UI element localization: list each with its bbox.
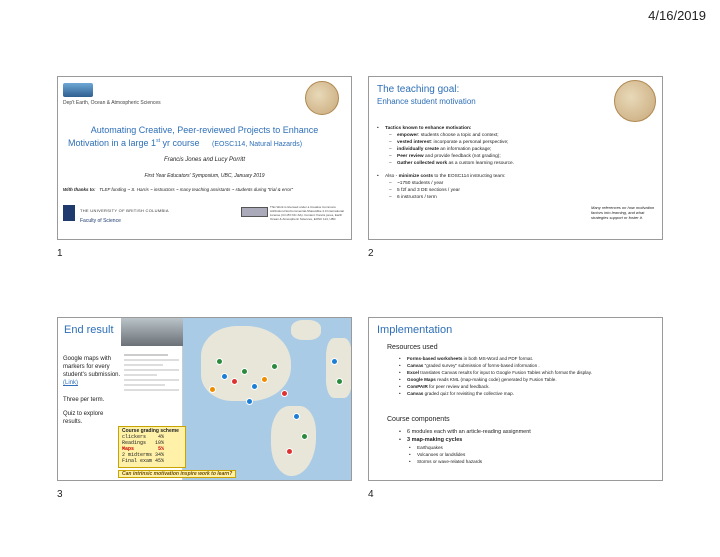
slide1-title-line2: Motivation in a large 1st yr course (EOSC114, Natural Hazards)	[68, 138, 303, 148]
resources-list: • Forms-based worksheets in both MS-Word and PDF format. • Canvas "graded survey" submission of forms-based information . • Excel translates Canvas results for input to Google Fusion Tables which format the display. • Google Maps reads KML (map-making code) generated by Fusion Table. • ComPAIR for peer review and feedback. • Canvas graded quiz for revisiting the collective map.	[399, 355, 661, 397]
slide-number-2: 2	[368, 248, 374, 259]
world-logo	[614, 80, 656, 122]
faculty-name: Faculty of Science	[80, 218, 121, 224]
map-marker[interactable]	[331, 358, 338, 365]
resources-heading: Resources used	[387, 344, 438, 351]
motivation-note: Many references on how motivation factors into learning, and what strategies support or foster it.	[591, 205, 655, 220]
question-box: Can intrinsic motivation inspire work to learn?	[118, 470, 236, 478]
map-link[interactable]: (Link)	[63, 380, 79, 386]
slide3-title: End result	[64, 324, 114, 336]
slide-number-3: 3	[57, 489, 63, 500]
eosc-logo	[63, 83, 93, 97]
page-date: 4/16/2019	[648, 8, 706, 23]
map-land-europe	[326, 338, 352, 398]
event: First Year Educators' Symposium, UBC, January 2019	[144, 173, 265, 179]
slide1-title-line1: Automating Creative, Peer-reviewed Projects to Enhance	[90, 125, 319, 135]
map-marker[interactable]	[241, 368, 248, 375]
components-heading: Course components	[387, 416, 450, 423]
cycles-list: • Earthquakes • Volcanoes or landslides • Storms or wave-related hazards	[409, 444, 649, 465]
map-land-greenland	[291, 320, 321, 340]
map-marker[interactable]	[231, 378, 238, 385]
map-marker[interactable]	[293, 413, 300, 420]
license-text: This Work is licensed under a Creative Commons Attribution-NonCommercial-ShareAlike 4.0 International License (CC-BY-NC-SA). Content: francis jones, Earth Ocean & Atmospheric Sciences, EOSC 114, UBC	[270, 205, 344, 221]
components-list: • 6 modules each with an article-reading assignment • 3 map-making cycles	[399, 428, 661, 444]
slide2-subtitle: Enhance student motivation	[377, 97, 476, 106]
map-marker[interactable]	[251, 383, 258, 390]
map-marker[interactable]	[271, 363, 278, 370]
map-marker[interactable]	[221, 373, 228, 380]
slide-number-1: 1	[57, 248, 63, 259]
tactics-section: • Tactics known to enhance motivation: – empower: students choose a topic and context; – vested interest: incorporate a personal perspective; – individually create an information package; – Peer review and provide feedback (not grading); – Gather collected work as a custom learning resource. • Also - minimize costs to the EOSC114 instructing team: – ~1750 students / year – 5 f2f and 3 DE sections / year – 6 instructors / term	[377, 125, 657, 201]
slide-2[interactable]	[368, 76, 663, 240]
map-marker[interactable]	[246, 398, 253, 405]
ubc-name: THE UNIVERSITY OF BRITISH COLUMBIA	[80, 208, 169, 213]
slide4-title: Implementation	[377, 324, 453, 336]
slide2-title: The teaching goal:	[377, 84, 460, 95]
dept-label: Dep't Earth, Ocean & Atmospheric Sciences	[63, 100, 161, 106]
map-marker[interactable]	[336, 378, 343, 385]
map-marker[interactable]	[216, 358, 223, 365]
thanks: With thanks to: TLEF funding ~ S. Harris ~ instructors ~ many teaching assistants ~ students during "trial & error"	[63, 187, 293, 192]
grading-scheme-box: Course grading scheme clickers 4% Readings 10% Maps 5% 2 midterms 34% Final exam 45%	[118, 426, 186, 468]
course-code: (EOSC114, Natural Hazards)	[211, 141, 303, 148]
slide-1[interactable]	[57, 76, 352, 240]
end-result-text: Google maps with markers for every student's submission. (Link) Three per term. Quiz to explore results.	[63, 356, 121, 425]
map-marker[interactable]	[261, 376, 268, 383]
slide-3[interactable]	[57, 317, 352, 481]
map-marker[interactable]	[286, 448, 293, 455]
slide-4[interactable]	[368, 317, 663, 481]
world-logo	[305, 81, 339, 115]
map-marker[interactable]	[301, 433, 308, 440]
map-marker[interactable]	[281, 390, 288, 397]
slide-number-4: 4	[368, 489, 374, 500]
cc-badge	[241, 207, 268, 217]
volcano-photo	[121, 318, 183, 346]
ubc-logo	[63, 205, 75, 221]
map-marker[interactable]	[209, 386, 216, 393]
authors: Francis Jones and Lucy Porritt	[163, 157, 246, 163]
